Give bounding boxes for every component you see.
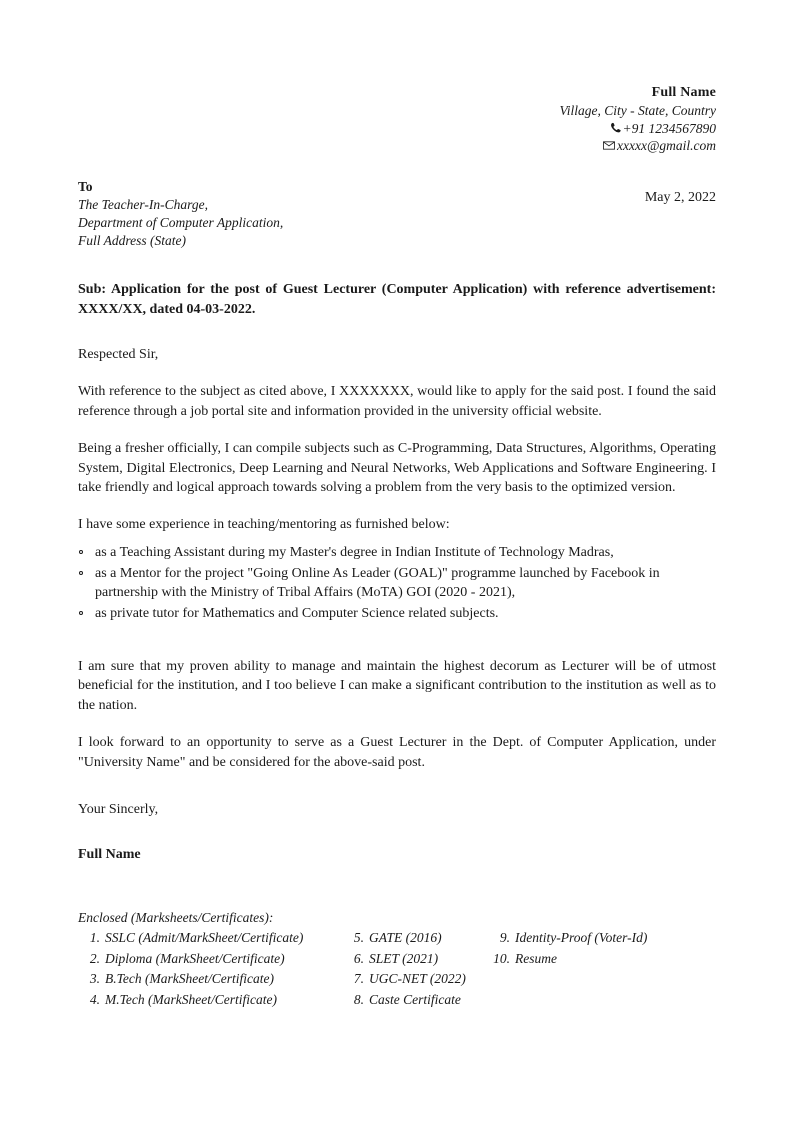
enclosure-text: Resume xyxy=(515,950,557,966)
body-paragraph-4: I am sure that my proven ability to manage and maintain the highest decorum as Lecturer will be of utmost beneficial for the institution, and I too believe I can make a significant contribution to the institution as well as to the nation. xyxy=(78,658,716,714)
enclosure-number: 8. xyxy=(353,991,364,1007)
letter-content xyxy=(78,84,716,1006)
enclosure-item xyxy=(342,949,484,970)
body-paragraph-2: Being a fresher officially, I can compile subjects such as C-Programming, Data Structures, Algorithms, Operating System, Digital Electronics, Deep Learning and Neural Networks, Web Applications and Software Engineering. I take friendly and logical approach towards solving a problem from the very basis to the optimized version. xyxy=(78,440,716,496)
enclosure-number: 1. xyxy=(89,930,100,946)
enclosure-text: Diploma (MarkSheet/Certificate) xyxy=(105,950,285,966)
sender-block xyxy=(78,84,716,155)
enclosure-number: 10. xyxy=(493,950,510,966)
body-paragraph-3: I have some experience in teaching/mentoring as furnished below: xyxy=(78,517,450,533)
enclosures-block xyxy=(78,910,716,1006)
enclosures-title: Enclosed (Marksheets/Certificates): xyxy=(78,910,274,926)
list-item: as private tutor for Mathematics and Computer Science related subjects. xyxy=(78,604,716,624)
enclosure-text: Identity-Proof (Voter-Id) xyxy=(515,930,648,946)
sender-phone: +91 1234567890 xyxy=(622,120,716,136)
enclosure-item xyxy=(342,990,484,1011)
enclosure-text: SLET (2021) xyxy=(369,950,439,966)
recipient-line-3: Full Address (State) xyxy=(78,232,186,248)
enclosures-column-2 xyxy=(342,928,484,1010)
enclosures-column-1 xyxy=(78,928,340,1010)
recipient-date-row xyxy=(78,178,716,250)
to-label: To xyxy=(78,178,93,194)
enclosure-item xyxy=(342,928,484,949)
enclosure-text: M.Tech (MarkSheet/Certificate) xyxy=(105,991,277,1007)
sender-email: xxxxx@gmail.com xyxy=(617,138,716,154)
enclosure-item xyxy=(78,990,340,1011)
enclosure-item xyxy=(342,969,484,990)
enclosure-number: 6. xyxy=(353,950,364,966)
list-item: as a Teaching Assistant during my Master's degree in Indian Institute of Technology Madras, xyxy=(78,543,716,563)
sender-phone-line xyxy=(78,120,716,138)
enclosure-text: B.Tech (MarkSheet/Certificate) xyxy=(105,971,274,987)
recipient-line-2: Department of Computer Application, xyxy=(78,214,284,230)
enclosure-item xyxy=(78,969,340,990)
list-spacer xyxy=(78,625,716,639)
body-paragraph-5: I look forward to an opportunity to serve as a Guest Lecturer in the Dept. of Computer Application, under "University Name" and be considered for the above-said post. xyxy=(78,734,716,770)
sender-name: Full Name xyxy=(651,85,716,100)
enclosure-number: 3. xyxy=(89,971,100,987)
enclosure-text: GATE (2016) xyxy=(369,930,442,946)
enclosure-number: 7. xyxy=(353,971,364,987)
list-item: as a Mentor for the project "Going Online As Leader (GOAL)" programme launched by Facebook in partnership with the Ministry of Tribal Affairs (MoTA) GOI (2020 - 2021), xyxy=(78,564,716,603)
signature-name: Full Name xyxy=(78,847,141,863)
enclosure-text: UGC-NET (2022) xyxy=(369,971,466,987)
recipient-line-1: The Teacher-In-Charge, xyxy=(78,196,208,212)
letter-date: May 2, 2022 xyxy=(644,189,716,205)
enclosure-item xyxy=(78,928,340,949)
enclosure-number: 4. xyxy=(89,991,100,1007)
sender-address: Village, City - State, Country xyxy=(559,103,716,119)
enclosure-number: 9. xyxy=(499,930,510,946)
enclosure-text: Caste Certificate xyxy=(369,991,461,1007)
body-paragraph-1: With reference to the subject as cited above, I XXXXXXX, would like to apply for the said post. I found the said reference through a job portal site and information provided in the university official website. xyxy=(78,384,716,420)
enclosure-number: 5. xyxy=(353,930,364,946)
experience-list xyxy=(78,543,716,624)
enclosure-item xyxy=(488,928,718,949)
enclosures-column-3 xyxy=(488,928,718,969)
enclosure-number: 2. xyxy=(89,950,100,966)
enclosure-item xyxy=(488,949,718,970)
telephone-icon xyxy=(610,122,621,136)
envelope-icon xyxy=(603,139,615,153)
subject-line: Sub: Application for the post of Guest Lecturer (Computer Application) with reference advertisement: XXXX/XX, dated 04-03-2022. xyxy=(78,281,716,317)
recipient-block xyxy=(78,178,716,250)
sender-email-line xyxy=(78,137,716,155)
closing-line: Your Sincerly, xyxy=(78,802,159,818)
enclosure-text: SSLC (Admit/MarkSheet/Certificate) xyxy=(105,930,304,946)
salutation: Respected Sir, xyxy=(78,347,159,363)
enclosure-item xyxy=(78,949,340,970)
